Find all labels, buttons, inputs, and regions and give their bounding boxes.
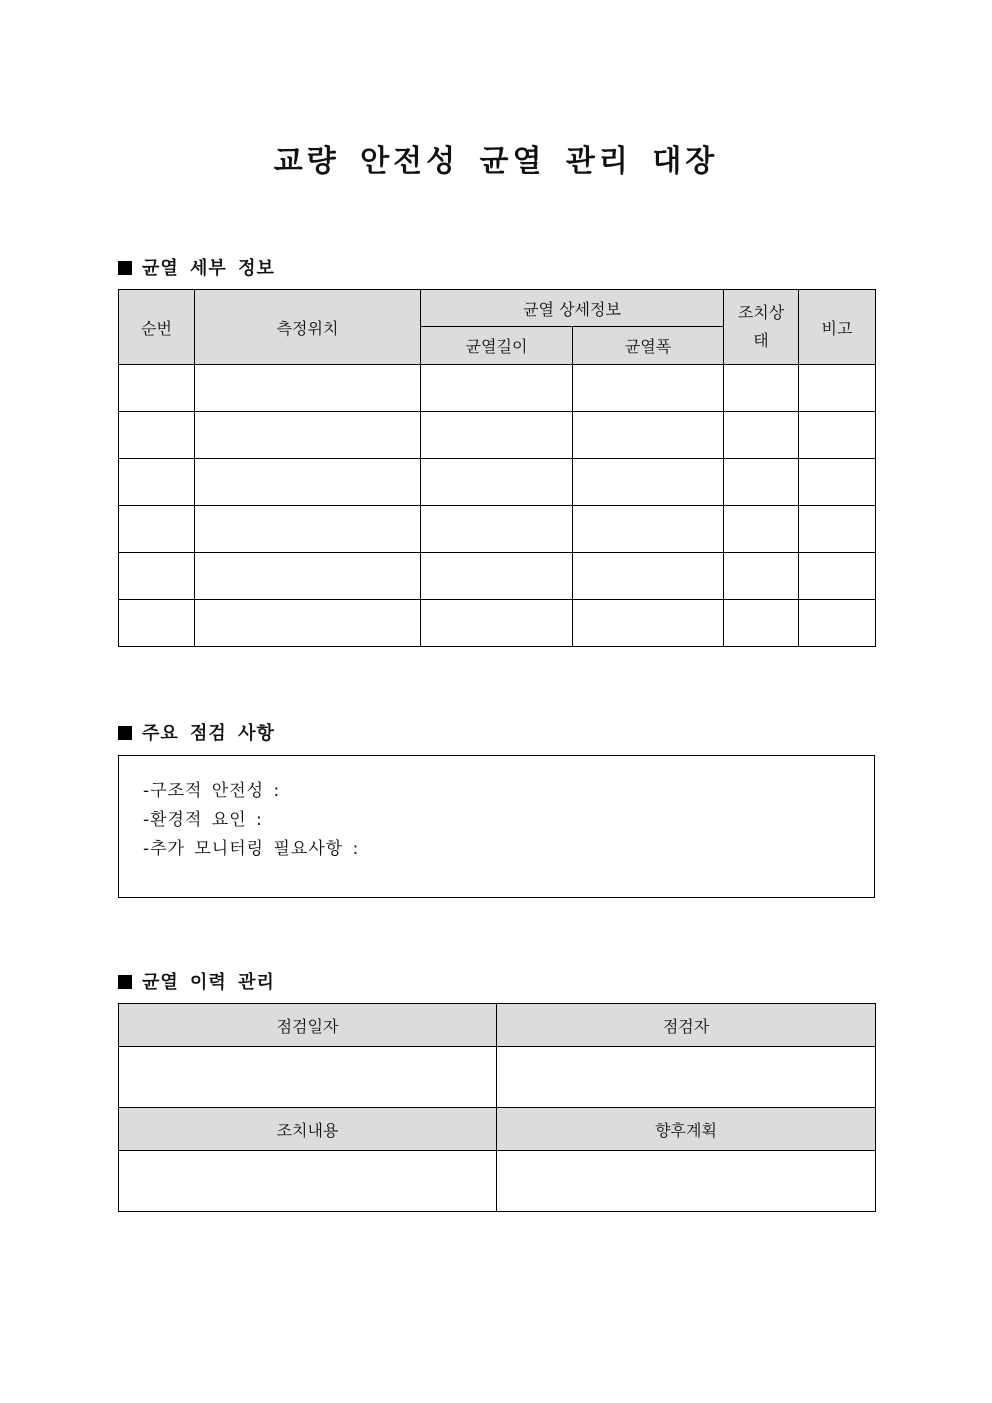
cell-location[interactable] (195, 506, 421, 553)
page-title: 교량 안전성 균열 관리 대장 (273, 144, 719, 179)
cell-note[interactable] (799, 553, 876, 600)
cell-seq[interactable] (119, 506, 195, 553)
table-row (119, 553, 876, 600)
cell-crack-length[interactable] (421, 459, 573, 506)
table-row (119, 1151, 876, 1212)
header-location: 측정위치 (195, 290, 421, 365)
cell-seq[interactable] (119, 412, 195, 459)
cell-crack-length[interactable] (421, 412, 573, 459)
header-seq: 순번 (119, 290, 195, 365)
header-crack-width: 균열폭 (573, 327, 724, 365)
cell-seq[interactable] (119, 459, 195, 506)
cell-crack-length[interactable] (421, 553, 573, 600)
black-square-icon (118, 975, 132, 989)
cell-note[interactable] (799, 365, 876, 412)
black-square-icon (118, 726, 132, 740)
table-row (119, 459, 876, 506)
cell-status[interactable] (724, 553, 799, 600)
cell-seq[interactable] (119, 600, 195, 647)
cell-location[interactable] (195, 600, 421, 647)
section-heading-label: 주요 점검 사항 (142, 723, 275, 744)
note-environmental-factors: -환경적 요인 : (143, 810, 263, 830)
cell-status[interactable] (724, 506, 799, 553)
cell-location[interactable] (195, 553, 421, 600)
note-monitoring-requirements: -추가 모니터링 필요사항 : (143, 839, 360, 859)
cell-crack-width[interactable] (573, 459, 724, 506)
crack-detail-table (118, 289, 876, 647)
header-crack-detail-group: 균열 상세정보 (421, 290, 724, 327)
header-note: 비고 (799, 290, 876, 365)
black-square-icon (118, 261, 132, 275)
cell-inspection-date[interactable] (119, 1047, 497, 1108)
cell-note[interactable] (799, 459, 876, 506)
header-crack-length: 균열길이 (421, 327, 573, 365)
cell-location[interactable] (195, 412, 421, 459)
cell-status[interactable] (724, 365, 799, 412)
header-status: 조치상태 (724, 290, 799, 365)
cell-crack-width[interactable] (573, 506, 724, 553)
cell-status[interactable] (724, 600, 799, 647)
cell-crack-width[interactable] (573, 553, 724, 600)
cell-note[interactable] (799, 506, 876, 553)
inspection-notes-box[interactable] (118, 755, 875, 898)
section-heading-key-inspection (118, 719, 275, 745)
note-structural-safety: -구조적 안전성 : (143, 781, 281, 801)
cell-crack-width[interactable] (573, 365, 724, 412)
section-heading-crack-details (118, 254, 275, 280)
section-heading-label: 균열 세부 정보 (142, 258, 275, 279)
header-inspector: 점검자 (497, 1004, 876, 1047)
cell-location[interactable] (195, 459, 421, 506)
cell-crack-width[interactable] (573, 412, 724, 459)
table-row (119, 600, 876, 647)
header-inspection-date: 점검일자 (119, 1004, 497, 1047)
cell-crack-length[interactable] (421, 506, 573, 553)
cell-note[interactable] (799, 412, 876, 459)
cell-seq[interactable] (119, 553, 195, 600)
table-row (119, 365, 876, 412)
table-row (119, 1047, 876, 1108)
cell-seq[interactable] (119, 365, 195, 412)
cell-action-content[interactable] (119, 1151, 497, 1212)
cell-crack-width[interactable] (573, 600, 724, 647)
cell-crack-length[interactable] (421, 600, 573, 647)
crack-history-table (118, 1003, 876, 1212)
table-row (119, 506, 876, 553)
cell-note[interactable] (799, 600, 876, 647)
header-future-plan: 향후계획 (497, 1108, 876, 1151)
cell-status[interactable] (724, 459, 799, 506)
cell-crack-length[interactable] (421, 365, 573, 412)
section-heading-crack-history (118, 968, 275, 994)
header-action-content: 조치내용 (119, 1108, 497, 1151)
table-row (119, 412, 876, 459)
cell-future-plan[interactable] (497, 1151, 876, 1212)
cell-status[interactable] (724, 412, 799, 459)
section-heading-label: 균열 이력 관리 (142, 972, 275, 993)
cell-inspector[interactable] (497, 1047, 876, 1108)
cell-location[interactable] (195, 365, 421, 412)
